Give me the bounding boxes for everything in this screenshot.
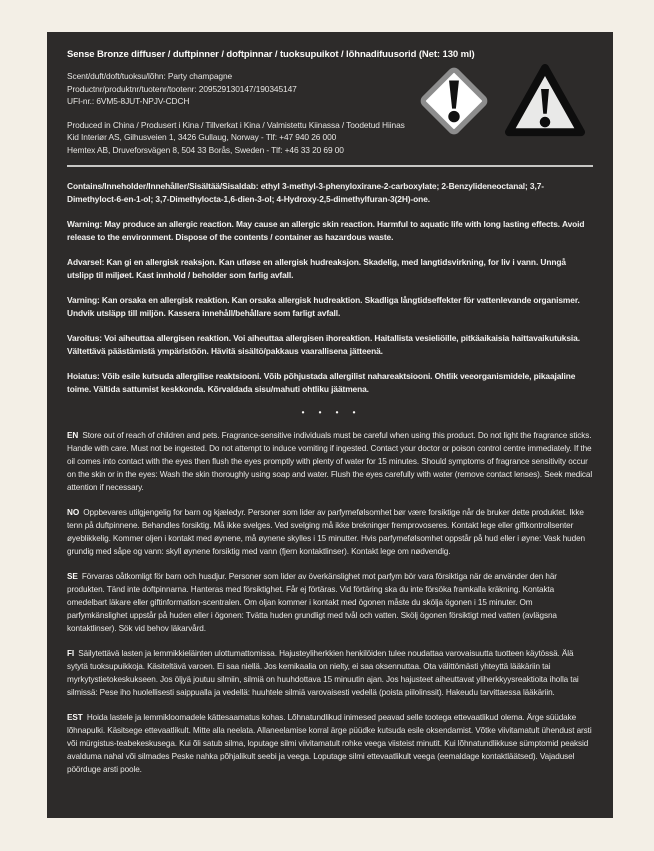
instructions-en (67, 429, 593, 494)
warning-triangle-icon (501, 60, 589, 146)
dots-divider: • • • • (301, 408, 362, 417)
divider-line (67, 165, 593, 167)
language-code-no: NO (67, 508, 82, 517)
usage-instructions-section (67, 429, 593, 776)
product-title: Sense Bronze diffuser / duftpinner / doftpinnar / tuoksupuikot / lõhnadifuusorid (Net: 130 ml) (67, 49, 475, 60)
instructions-fi-text: Säilytettävä lasten ja lemmikkieläinten ulottumattomissa. Hajusteyliherkkien henkilöiden tulee noudattaa varovaisuutta tuotteen käytössä. Älä sytytä tuoksupuikkoja. Käsiteltävä varoen. Ei saa niellä. Jos kemikaalia on nielty, ei saa oksennuttaa. Ota välittömästi yhteyttä lääkäriin tai myrkytystietokeskukseen. Jos öljyä joutuu silmiin, silmiä on huuhdottava 15 minuutin ajan. Jos hajusteet aiheuttavat yliherkkyysreaktioita iholla tai silmissä: Pese iho huolellisesti saippualla ja vedellä: huuhtele silmiä varovaisesti vedellä (poista piilolinssit). Hakeudu tarvittaessa lääkäriin. (67, 649, 579, 697)
instructions-no (67, 506, 593, 558)
hazard-pictograms (416, 60, 589, 146)
distributor-norway-line: Kid Interiør AS, Gilhusveien 1, 3426 Gullaug, Norway - Tlf: +47 940 26 000 (67, 132, 337, 142)
warning-statement-est: Hoiatus: Võib esile kutsuda allergilise reaktsiooni. Võib põhjustada allergilist nahareaktsiooni. Ohtlik veeorganismidele, pikaajaline toime. Vältida sattumist keskkonda. Kõrvaldada sisu/mahuti ohtliku jäätmena. (67, 371, 576, 394)
language-code-fi: FI (67, 649, 77, 658)
distributor-sweden-line: Hemtex AB, Druveforsvägen 8, 504 33 Borås, Sweden - Tlf: +46 33 20 69 00 (67, 144, 344, 155)
product-safety-label (47, 32, 613, 818)
instructions-se (67, 570, 593, 635)
language-code-est: EST (67, 713, 85, 722)
warning-statement-en: Warning: May produce an allergic reaction. May cause an allergic skin reaction. Harmful to aquatic life with long lasting effects. Avoid release to the environment. Dispose of the contents / container as hazardous waste. (67, 219, 585, 242)
language-code-se: SE (67, 572, 80, 581)
hazard-statements-section (67, 180, 593, 396)
instructions-no-text: Oppbevares utilgjengelig for barn og kjæledyr. Personer som lider av parfymefølsomhet bør være forsiktige når de bruker dette produktet. Ikke tenn på duftpinnene. Behandles forsiktig. Må ikke svelges. Ved svelging må ikke brekninger fremprovoseres. Kontakt lege eller giftkontrollsenter øyeblikkelig. Kommer oljen i kontakt med øynene, må øynene skylles i 15 minutter. Hvis parfymefølsomhet oppstår på hud eller i øyne: Vask huden grundig med såpe og vann: skyll øynene forsiktig med vann (fjern kontaktlinser). Kontakt lege om nødvendig. (67, 508, 585, 556)
instructions-se-text: Förvaras oåtkomligt för barn och husdjur. Personer som lider av överkänslighet mot parfym bör vara försiktiga när de använder den här produkten. Tänd inte doftpinnarna. Hanteras med försiktighet. Får ej förtäras. Vid förtäring ska du inte försöka framkalla kräkning. Kontakta omedelbart läkare eller giftinformation-scentralen. Om oljan kommer i kontakt med ögonen måste du skölja ögonen i 15 minuter. Om parfymkänslighet uppstår på huden eller i ögonen: Tvätta huden grundligt med tvål och vatten. Skölj ögonen försiktigt med vatten (avlägsna kontaktlinser). Sök vid behov läkarvård. (67, 572, 557, 633)
product-number-line: Productnr/produktnr/tuotenr/tootenr: 209529130147/190345147 (67, 83, 297, 94)
scent-line: Scent/duft/doft/tuoksu/lõhn: Party champagne (67, 71, 233, 81)
instructions-est-text: Hoida lastele ja lemmikloomadele kättesaamatus kohas. Lõhnatundlikud inimesed peavad selle tootega ettevaatlikud olema. Ärge süüdake lõhnapulki. Käsitsege ettevaatlikult. Mitte alla neelata. Allaneelamise korral ärge püüdke kutsuda esile oksendamist. Võtke viivitamatult ühendust arsti või mürgistus-teabekeskusega. Kui õli satub silma, loputage silmi viivitamatult rohke veega viisteist minutit. Kui lõhnatundlikkuse sümptomid peaksid avalduma nahal või silmades Peske nahka põhjalikult seebi ja veega. Loputage silmi ettevaatlikult veega (eemaldage kontaktläätsed). Vajadusel pöörduge arsti poole. (67, 713, 592, 774)
language-code-en: EN (67, 431, 81, 440)
ufi-number-line: UFI-nr.: 6VM5-8JUT-NPJV-CDCH (67, 96, 190, 106)
instructions-est (67, 711, 593, 776)
exclamation-diamond-icon (416, 63, 492, 144)
contains-statement: Contains/Inneholder/Innehåller/Sisältää/Sisaldab: ethyl 3-methyl-3-phenyloxirane-2-carboxylate; 2-Benzylideneoctanal; 3,7-Dimethyloct-6-en-1-ol; 3,7-Dimethylocta-1,6-dien-3-ol; 4-Hydroxy-2,5-dimethylfuran-3(2H)-one. (67, 181, 544, 204)
instructions-en-text: Store out of reach of children and pets. Fragrance-sensitive individuals must be careful when using this product. Do not light the fragrance sticks. Handle with care. Must not be ingested. Do not attempt to induce vomiting if ingested. Contact your doctor or poison control centre immediately. If the oil comes into contact with the eyes then flush the eyes promptly with plenty of water for 15 minutes. Should symptoms of fragrance sensitivity occur on the skin or in the eyes: Wash the skin thoroughly using soap and water. Flush the eyes carefully with water (remove contact lenses). Seek medical attention if necessary. (67, 431, 593, 492)
warning-statement-se: Varning: Kan orsaka en allergisk reaktion. Kan orsaka allergisk hudreaktion. Skadliga långtidseffekter för vattenlevande organismer. Undvik utsläpp till miljön. Kassera innehåll/behållare som farligt avfall. (67, 295, 580, 318)
produced-in-line: Produced in China / Produsert i Kina / Tillverkat i Kina / Valmistettu Kiinassa / Toodetud Hiinas (67, 119, 405, 130)
warning-statement-no: Advarsel: Kan gi en allergisk reaksjon. Kan utløse en allergisk hudreaksjon. Skadelig, med langtidsvirkning, for liv i vann. Unngå utslipp til miljøet. Kast innhold / beholder som farlig avfall. (67, 257, 566, 280)
warning-statement-fi: Varoitus: Voi aiheuttaa allergisen reaktion. Voi aiheuttaa allergisen ihoreaktion. Haitallista vesieliöille, pitkäaikaisia haittavaikutuksia. Vältettävä päästämistä ympäristöön. Hävitä sisältö/pakkaus vaarallisena jätteenä. (67, 333, 580, 356)
instructions-fi (67, 647, 593, 699)
